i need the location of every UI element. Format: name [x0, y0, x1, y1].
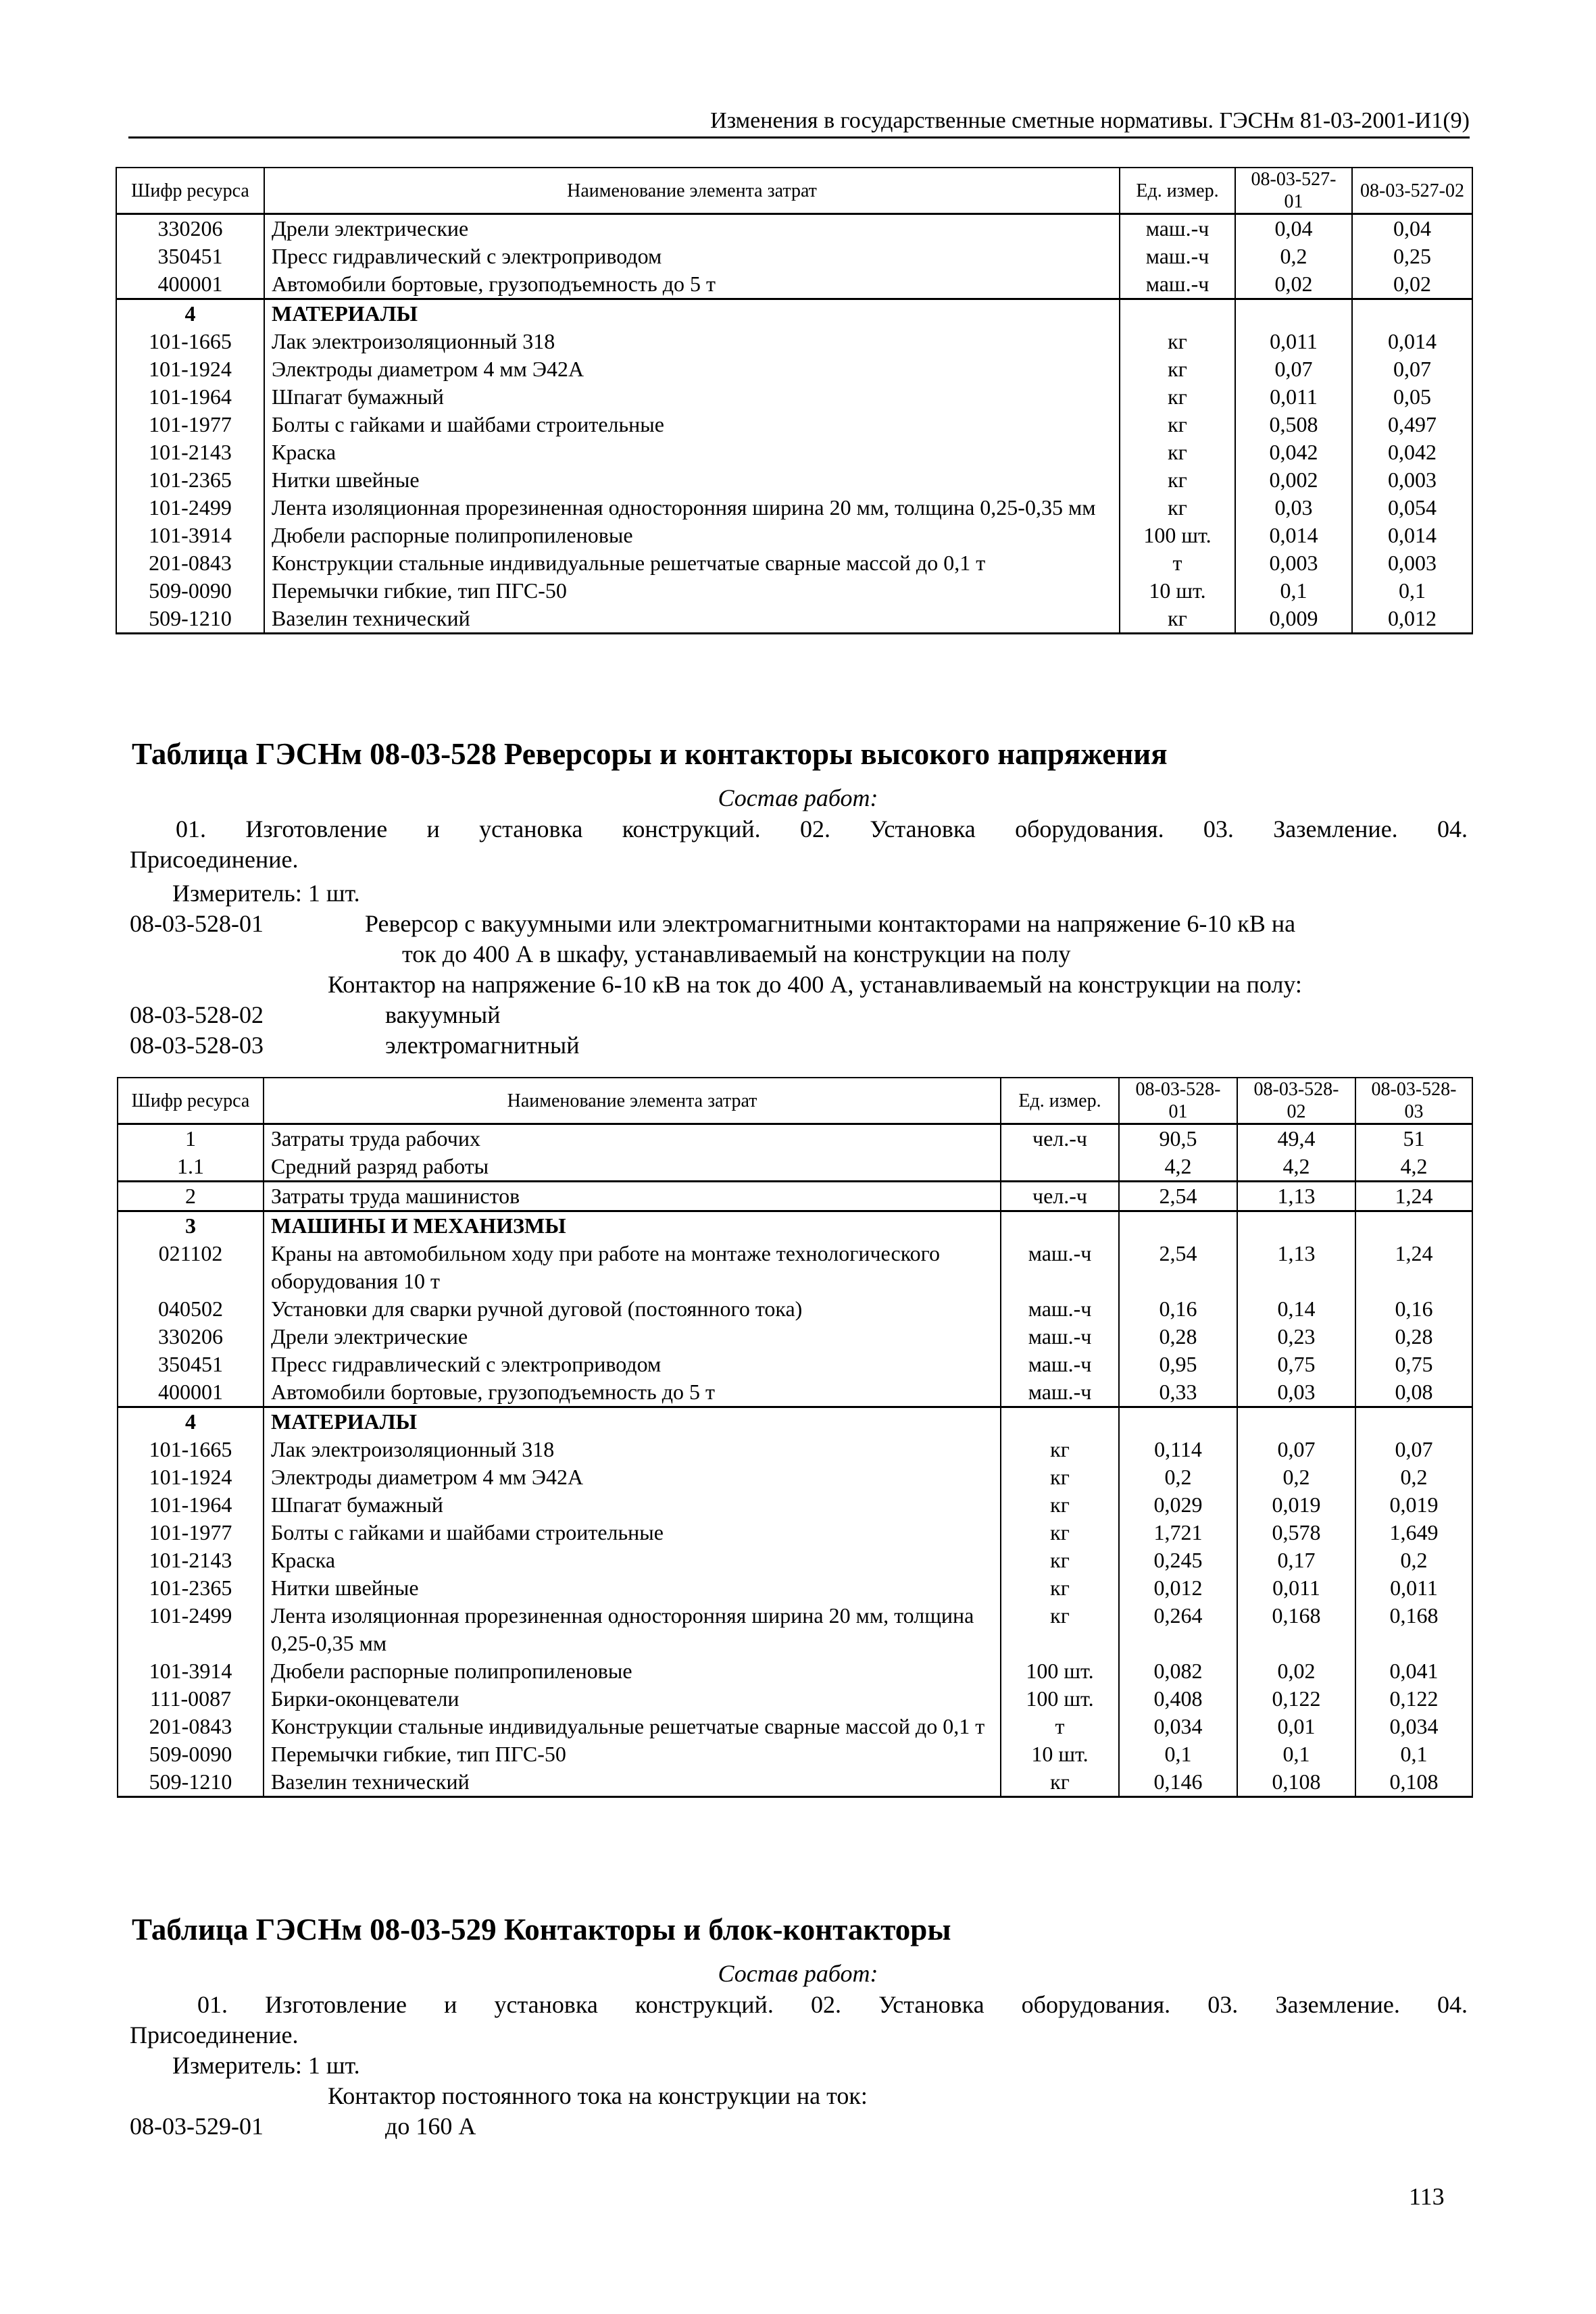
norm-value: 0,1 [1355, 1740, 1472, 1768]
norm-value: 0,1 [1119, 1740, 1237, 1768]
measure-528: Измеритель: 1 шт. [172, 880, 360, 907]
resource-name: Вазелин технический [264, 605, 1120, 634]
resource-code: 330206 [116, 214, 264, 243]
resource-name: Конструкции стальные индивидуальные решетчатые сварные массой до 0,1 т [264, 549, 1120, 577]
resource-code: 1.1 [118, 1153, 264, 1182]
norm-value: 0,2 [1119, 1463, 1237, 1491]
column-header: 08-03-527-02 [1352, 168, 1472, 214]
resource-code: 101-3914 [118, 1657, 264, 1685]
running-header: Изменения в государственные сметные нормативы. ГЭСНм 81-03-2001-И1(9) [128, 108, 1470, 139]
unit [1120, 299, 1235, 328]
unit: кг [1001, 1463, 1119, 1491]
item-description: Реверсор с вакуумными или электромагнитными контакторами на напряжение 6-10 кВ на [365, 910, 1296, 937]
norm-value [1237, 1407, 1355, 1436]
sostav-text-528: 01. Изготовление и установка конструкций. 02. Установка оборудования. 03. Заземление. 04. [176, 815, 1468, 842]
resource-code: 2 [118, 1182, 264, 1211]
resource-code: 4 [116, 299, 264, 328]
norm-value: 0,07 [1355, 1436, 1472, 1463]
table-row [118, 1574, 1472, 1602]
resource-name: Затраты труда машинистов [264, 1182, 1001, 1211]
table-row [116, 522, 1472, 549]
norm-value: 0,07 [1237, 1436, 1355, 1463]
resource-code: 350451 [116, 243, 264, 270]
norm-value: 0,245 [1119, 1546, 1237, 1574]
column-header: 08-03-528-03 [1355, 1078, 1472, 1124]
resource-code: 101-1977 [116, 411, 264, 438]
resource-code: 400001 [118, 1378, 264, 1407]
norm-value: 0,029 [1119, 1491, 1237, 1519]
norm-value: 0,146 [1119, 1768, 1237, 1797]
resource-name: Краны на автомобильном ходу при работе на монтаже технологического оборудования 10 т [264, 1240, 1001, 1295]
norm-value: 0,009 [1235, 605, 1352, 634]
norm-value: 0,508 [1235, 411, 1352, 438]
item-code: 08-03-528-02 [130, 1001, 264, 1028]
column-header: Ед. измер. [1001, 1078, 1119, 1124]
resource-name: Электроды диаметром 4 мм Э42А [264, 1463, 1001, 1491]
unit: кг [1120, 411, 1235, 438]
table-row [118, 1657, 1472, 1685]
resource-table-528 [117, 1077, 1473, 1798]
table-row [116, 243, 1472, 270]
norm-value: 0,2 [1355, 1463, 1472, 1491]
table-row [118, 1323, 1472, 1351]
norm-value [1119, 1211, 1237, 1240]
resource-name: Дюбели распорные полипропиленовые [264, 1657, 1001, 1685]
norm-value: 0,014 [1235, 522, 1352, 549]
resource-name: Пресс гидравлический с электроприводом [264, 243, 1120, 270]
norm-value: 0,04 [1235, 214, 1352, 243]
unit: маш.-ч [1001, 1351, 1119, 1378]
norm-value: 0,03 [1235, 494, 1352, 522]
resource-code: 101-1977 [118, 1519, 264, 1546]
norm-value: 0,034 [1355, 1713, 1472, 1740]
resource-code: 101-1924 [118, 1463, 264, 1491]
table-row [118, 1295, 1472, 1323]
unit: кг [1120, 438, 1235, 466]
resource-name: Перемычки гибкие, тип ПГС-50 [264, 577, 1120, 605]
unit [1001, 1407, 1119, 1436]
item-code: 08-03-528-01 [130, 910, 264, 937]
table-row [116, 494, 1472, 522]
resource-code: 111-0087 [118, 1685, 264, 1713]
table-row [118, 1182, 1472, 1211]
norm-value: 49,4 [1237, 1124, 1355, 1153]
table-row [116, 549, 1472, 577]
table-row [118, 1240, 1472, 1295]
unit: маш.-ч [1001, 1323, 1119, 1351]
resource-name: Затраты труда рабочих [264, 1124, 1001, 1153]
norm-value: 0,122 [1355, 1685, 1472, 1713]
unit: маш.-ч [1001, 1378, 1119, 1407]
table-row [116, 466, 1472, 494]
norm-value: 0,07 [1352, 355, 1472, 383]
resource-code: 101-2365 [118, 1574, 264, 1602]
resource-name: Пресс гидравлический с электроприводом [264, 1351, 1001, 1378]
norm-value: 0,011 [1355, 1574, 1472, 1602]
unit: кг [1001, 1546, 1119, 1574]
measure-529: Измеритель: 1 шт. [172, 2052, 360, 2079]
norm-value: 0,108 [1355, 1768, 1472, 1797]
norm-value: 0,01 [1237, 1713, 1355, 1740]
unit: кг [1001, 1491, 1119, 1519]
resource-name: Лента изоляционная прорезиненная односторонняя ширина 20 мм, толщина 0,25-0,35 мм [264, 1602, 1001, 1657]
resource-code: 101-1924 [116, 355, 264, 383]
norm-value: 0,003 [1352, 549, 1472, 577]
norm-value: 4,2 [1119, 1153, 1237, 1182]
unit: маш.-ч [1120, 214, 1235, 243]
norm-value [1355, 1407, 1472, 1436]
unit [1001, 1153, 1119, 1182]
resource-name: Бирки-оконцеватели [264, 1685, 1001, 1713]
norm-value: 0,07 [1235, 355, 1352, 383]
resource-code: 400001 [116, 270, 264, 299]
norm-value: 0,17 [1237, 1546, 1355, 1574]
unit: кг [1120, 328, 1235, 355]
norm-value: 0,14 [1237, 1295, 1355, 1323]
resource-code: 101-1665 [118, 1436, 264, 1463]
norm-value: 0,1 [1352, 577, 1472, 605]
resource-name: Нитки швейные [264, 466, 1120, 494]
resource-code: 509-1210 [116, 605, 264, 634]
resource-code: 201-0843 [118, 1713, 264, 1740]
resource-name: Вазелин технический [264, 1768, 1001, 1797]
norm-value: 0,75 [1355, 1351, 1472, 1378]
table-row [116, 299, 1472, 328]
norm-value: 0,011 [1237, 1574, 1355, 1602]
section-title-529: Таблица ГЭСНм 08-03-529 Контакторы и блок-контакторы [132, 1913, 951, 1946]
table-row [118, 1153, 1472, 1182]
resource-code: 021102 [118, 1240, 264, 1295]
table-row [118, 1602, 1472, 1657]
norm-value: 0,04 [1352, 214, 1472, 243]
norm-value: 0,114 [1119, 1436, 1237, 1463]
resource-name: Дрели электрические [264, 1323, 1001, 1351]
norm-value: 0,042 [1235, 438, 1352, 466]
column-header: Наименование элемента затрат [264, 168, 1120, 214]
unit: кг [1120, 355, 1235, 383]
norm-value: 0,03 [1237, 1378, 1355, 1407]
unit: чел.-ч [1001, 1182, 1119, 1211]
section-title-528: Таблица ГЭСНм 08-03-528 Реверсоры и контакторы высокого напряжения [132, 737, 1168, 771]
table-row [116, 411, 1472, 438]
norm-value: 0,019 [1237, 1491, 1355, 1519]
norm-value: 0,2 [1235, 243, 1352, 270]
resource-code: 101-2143 [118, 1546, 264, 1574]
norm-value: 0,014 [1352, 328, 1472, 355]
unit: маш.-ч [1120, 243, 1235, 270]
unit: кг [1001, 1768, 1119, 1797]
resource-code: 040502 [118, 1295, 264, 1323]
resource-name: Установки для сварки ручной дуговой (постоянного тока) [264, 1295, 1001, 1323]
resource-name: Автомобили бортовые, грузоподъемность до 5 т [264, 1378, 1001, 1407]
norm-value: 0,1 [1237, 1740, 1355, 1768]
item-code: 08-03-528-03 [130, 1032, 264, 1059]
resource-code: 509-1210 [118, 1768, 264, 1797]
norm-value: 2,54 [1119, 1182, 1237, 1211]
column-header: Ед. измер. [1120, 168, 1235, 214]
unit: т [1120, 549, 1235, 577]
resource-code: 101-2499 [118, 1602, 264, 1657]
norm-value: 1,24 [1355, 1182, 1472, 1211]
unit: маш.-ч [1120, 270, 1235, 299]
column-header: Шифр ресурса [116, 168, 264, 214]
table-row [118, 1351, 1472, 1378]
resource-name: Дюбели распорные полипропиленовые [264, 522, 1120, 549]
resource-name: Болты с гайками и шайбами строительные [264, 1519, 1001, 1546]
column-header: 08-03-527-01 [1235, 168, 1352, 214]
resource-name: Перемычки гибкие, тип ПГС-50 [264, 1740, 1001, 1768]
table-row [118, 1378, 1472, 1407]
resource-code: 4 [118, 1407, 264, 1436]
resource-code: 201-0843 [116, 549, 264, 577]
resource-name: МАТЕРИАЛЫ [264, 1407, 1001, 1436]
unit [1001, 1211, 1119, 1240]
table-row [118, 1546, 1472, 1574]
norm-value: 1,24 [1355, 1240, 1472, 1295]
resource-code: 509-0090 [118, 1740, 264, 1768]
norm-value: 0,08 [1355, 1378, 1472, 1407]
resource-code: 101-1964 [116, 383, 264, 411]
norm-value: 0,108 [1237, 1768, 1355, 1797]
norm-value: 1,721 [1119, 1519, 1237, 1546]
norm-value: 0,05 [1352, 383, 1472, 411]
resource-code: 101-3914 [116, 522, 264, 549]
column-header: Наименование элемента затрат [264, 1078, 1001, 1124]
column-header: Шифр ресурса [118, 1078, 264, 1124]
resource-code: 101-2499 [116, 494, 264, 522]
norm-value: 0,02 [1235, 270, 1352, 299]
norm-value: 0,16 [1355, 1295, 1472, 1323]
norm-value: 0,02 [1352, 270, 1472, 299]
resource-code: 1 [118, 1124, 264, 1153]
table-row [118, 1740, 1472, 1768]
norm-value: 0,054 [1352, 494, 1472, 522]
norm-value: 0,011 [1235, 328, 1352, 355]
subheading: Контактор на напряжение 6-10 кВ на ток до 400 А, устанавливаемый на конструкции на полу: [328, 971, 1302, 998]
table-row [118, 1768, 1472, 1797]
norm-value: 0,012 [1119, 1574, 1237, 1602]
norm-value: 4,2 [1355, 1153, 1472, 1182]
norm-value: 51 [1355, 1124, 1472, 1153]
norm-value: 2,54 [1119, 1240, 1237, 1295]
unit: маш.-ч [1001, 1295, 1119, 1323]
unit: чел.-ч [1001, 1124, 1119, 1153]
resource-code: 101-2365 [116, 466, 264, 494]
norm-value: 90,5 [1119, 1124, 1237, 1153]
unit: 100 шт. [1001, 1685, 1119, 1713]
unit: кг [1001, 1602, 1119, 1657]
sostav-text-529-cont: Присоединение. [130, 2021, 299, 2048]
resource-name: Автомобили бортовые, грузоподъемность до 5 т [264, 270, 1120, 299]
norm-value: 0,034 [1119, 1713, 1237, 1740]
column-header: 08-03-528-02 [1237, 1078, 1355, 1124]
unit: кг [1001, 1574, 1119, 1602]
unit: 10 шт. [1120, 577, 1235, 605]
item-code: 08-03-529-01 [130, 2113, 264, 2140]
norm-value: 0,497 [1352, 411, 1472, 438]
resource-name: Шпагат бумажный [264, 1491, 1001, 1519]
resource-name: МАТЕРИАЛЫ [264, 299, 1120, 328]
item-description: электромагнитный [385, 1032, 580, 1059]
resource-code: 101-2143 [116, 438, 264, 466]
norm-value: 0,264 [1119, 1602, 1237, 1657]
norm-value: 0,002 [1235, 466, 1352, 494]
norm-value: 0,75 [1237, 1351, 1355, 1378]
norm-value [1237, 1211, 1355, 1240]
sostav-label-528: Состав работ: [718, 784, 878, 811]
norm-value: 1,13 [1237, 1182, 1355, 1211]
norm-value: 0,578 [1237, 1519, 1355, 1546]
norm-value: 0,168 [1237, 1602, 1355, 1657]
norm-value: 4,2 [1237, 1153, 1355, 1182]
unit: 100 шт. [1001, 1657, 1119, 1685]
table-row [116, 214, 1472, 243]
unit: 10 шт. [1001, 1740, 1119, 1768]
norm-value: 0,122 [1237, 1685, 1355, 1713]
table-row [118, 1685, 1472, 1713]
subheading: Контактор постоянного тока на конструкции на ток: [328, 2082, 868, 2109]
unit: 100 шт. [1120, 522, 1235, 549]
resource-name: Конструкции стальные индивидуальные решетчатые сварные массой до 0,1 т [264, 1713, 1001, 1740]
table-row [118, 1713, 1472, 1740]
norm-value: 0,082 [1119, 1657, 1237, 1685]
norm-value: 0,33 [1119, 1378, 1237, 1407]
resource-code: 509-0090 [116, 577, 264, 605]
unit: кг [1120, 383, 1235, 411]
table-row [118, 1463, 1472, 1491]
table-row [118, 1211, 1472, 1240]
norm-value: 0,168 [1355, 1602, 1472, 1657]
table-row [118, 1407, 1472, 1436]
item-description: до 160 А [385, 2113, 476, 2140]
norm-value: 0,019 [1355, 1491, 1472, 1519]
norm-value: 0,011 [1235, 383, 1352, 411]
table-row [116, 438, 1472, 466]
table-row [118, 1491, 1472, 1519]
norm-value: 0,25 [1352, 243, 1472, 270]
unit: кг [1001, 1436, 1119, 1463]
resource-code: 3 [118, 1211, 264, 1240]
resource-name: Болты с гайками и шайбами строительные [264, 411, 1120, 438]
resource-name: Лента изоляционная прорезиненная односторонняя ширина 20 мм, толщина 0,25-0,35 мм [264, 494, 1120, 522]
resource-code: 330206 [118, 1323, 264, 1351]
resource-name: Электроды диаметром 4 мм Э42А [264, 355, 1120, 383]
table-row [116, 605, 1472, 634]
norm-value: 0,003 [1352, 466, 1472, 494]
table-row [116, 328, 1472, 355]
unit: кг [1120, 494, 1235, 522]
norm-value: 0,23 [1237, 1323, 1355, 1351]
resource-name: Дрели электрические [264, 214, 1120, 243]
unit: кг [1120, 605, 1235, 634]
resource-code: 101-1665 [116, 328, 264, 355]
norm-value: 0,02 [1237, 1657, 1355, 1685]
item-description: вакуумный [385, 1001, 501, 1028]
table-row [116, 270, 1472, 299]
table-row [116, 355, 1472, 383]
table-row [116, 383, 1472, 411]
norm-value: 0,16 [1119, 1295, 1237, 1323]
resource-name: Краска [264, 1546, 1001, 1574]
resource-name: Лак электроизоляционный 318 [264, 1436, 1001, 1463]
resource-code: 350451 [118, 1351, 264, 1378]
resource-name: Шпагат бумажный [264, 383, 1120, 411]
sostav-text-529: 01. Изготовление и установка конструкций. 02. Установка оборудования. 03. Заземление. 04. [197, 1991, 1468, 2018]
norm-value: 1,13 [1237, 1240, 1355, 1295]
norm-value: 0,014 [1352, 522, 1472, 549]
norm-value [1355, 1211, 1472, 1240]
norm-value: 0,2 [1355, 1546, 1472, 1574]
norm-value: 0,28 [1119, 1323, 1237, 1351]
resource-name: Средний разряд работы [264, 1153, 1001, 1182]
column-header: 08-03-528-01 [1119, 1078, 1237, 1124]
norm-value: 0,2 [1237, 1463, 1355, 1491]
resource-name: МАШИНЫ И МЕХАНИЗМЫ [264, 1211, 1001, 1240]
unit: т [1001, 1713, 1119, 1740]
resource-name: Краска [264, 438, 1120, 466]
sostav-label-529: Состав работ: [718, 1960, 878, 1987]
unit: кг [1001, 1519, 1119, 1546]
norm-value [1119, 1407, 1237, 1436]
norm-value: 0,28 [1355, 1323, 1472, 1351]
sostav-text-528-cont: Присоединение. [130, 846, 299, 873]
norm-value: 0,408 [1119, 1685, 1237, 1713]
norm-value [1235, 299, 1352, 328]
table-row [118, 1436, 1472, 1463]
table-row [116, 577, 1472, 605]
unit: кг [1120, 466, 1235, 494]
table-row [118, 1519, 1472, 1546]
resource-code: 101-1964 [118, 1491, 264, 1519]
unit: маш.-ч [1001, 1240, 1119, 1295]
norm-value: 0,003 [1235, 549, 1352, 577]
resource-name: Лак электроизоляционный 318 [264, 328, 1120, 355]
resource-name: Нитки швейные [264, 1574, 1001, 1602]
item-description-cont: ток до 400 А в шкафу, устанавливаемый на конструкции на полу [402, 940, 1071, 967]
norm-value: 0,042 [1352, 438, 1472, 466]
norm-value: 0,95 [1119, 1351, 1237, 1378]
table-row [118, 1124, 1472, 1153]
norm-value: 0,012 [1352, 605, 1472, 634]
norm-value [1352, 299, 1472, 328]
norm-value: 0,1 [1235, 577, 1352, 605]
resource-table-527 [116, 167, 1473, 634]
page-number: 113 [1409, 2183, 1445, 2210]
norm-value: 0,041 [1355, 1657, 1472, 1685]
norm-value: 1,649 [1355, 1519, 1472, 1546]
